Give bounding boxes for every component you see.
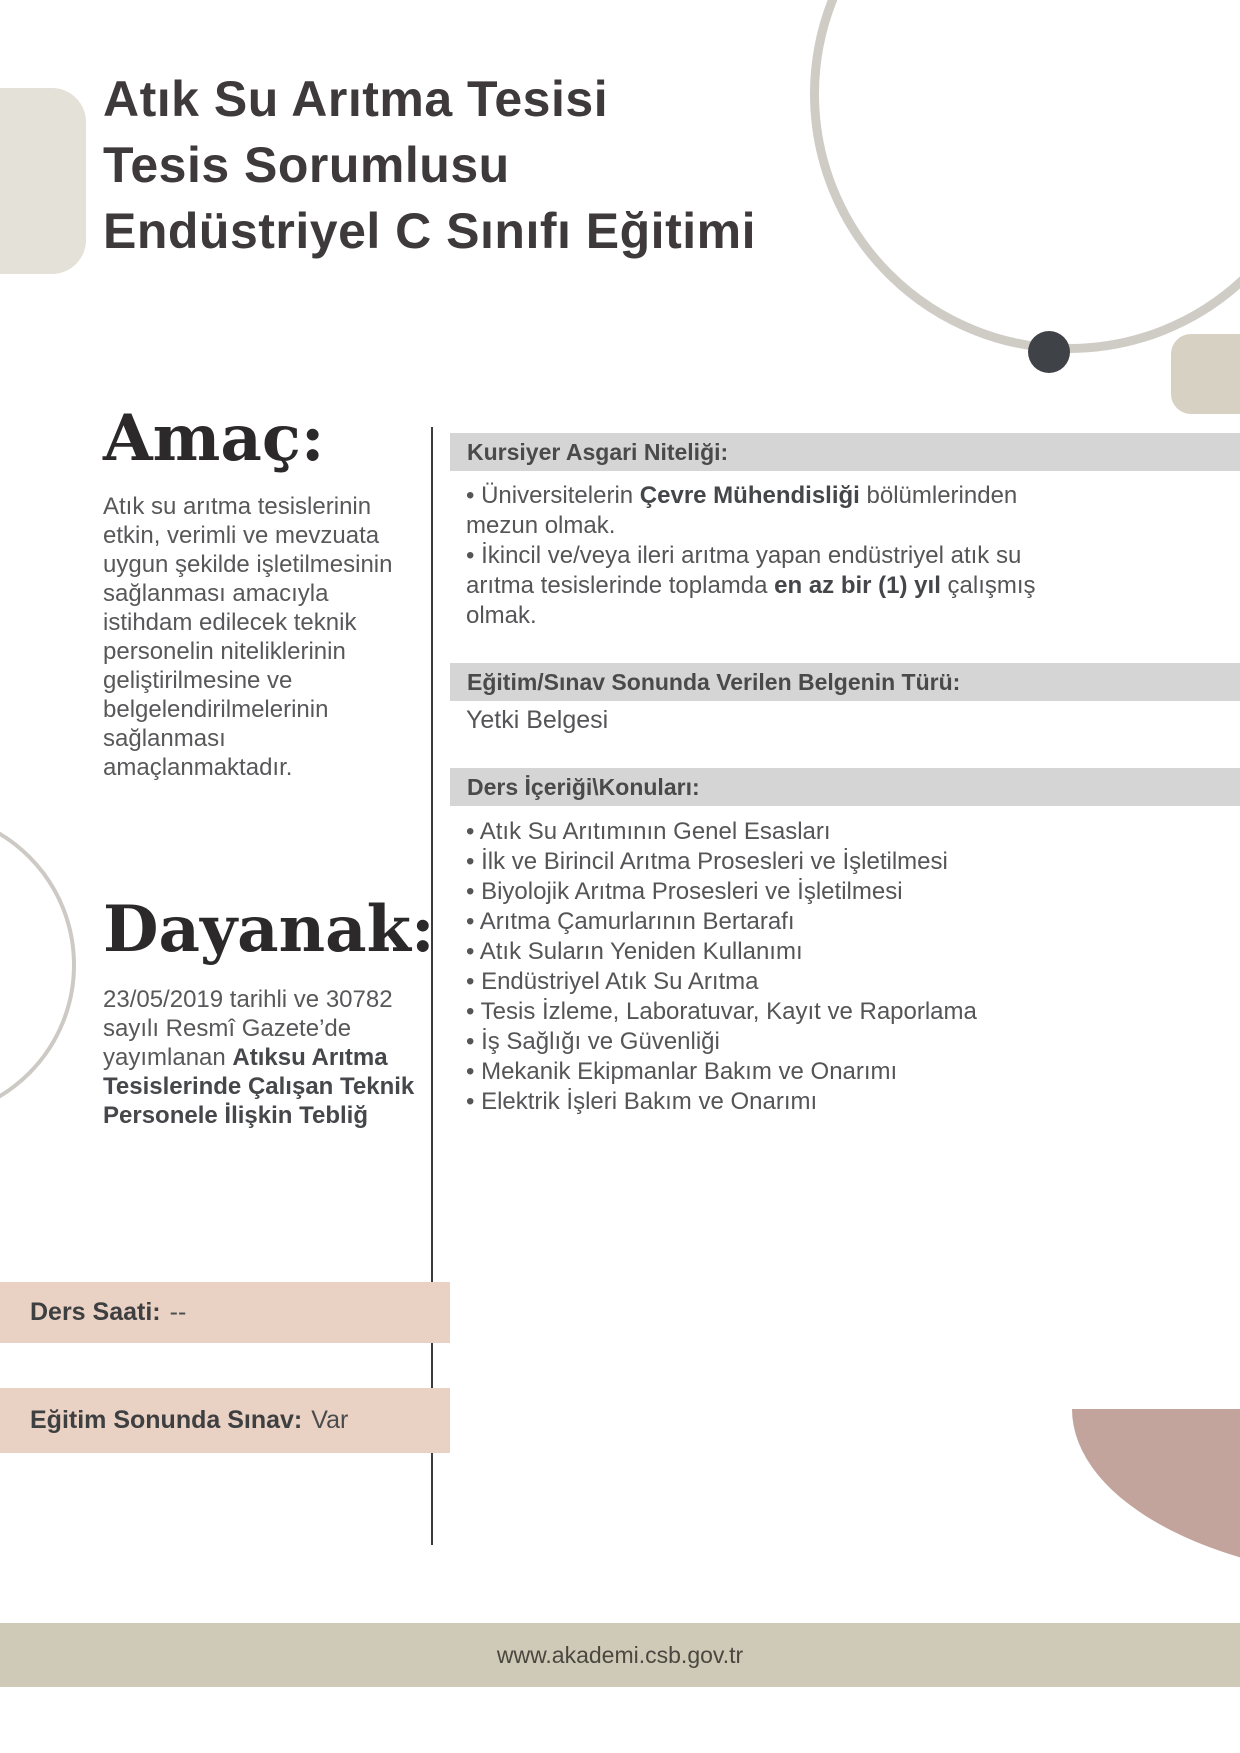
list-item: • İlk ve Birincil Arıtma Prosesleri ve İşletilmesi — [466, 848, 948, 875]
list-item: • Atık Suların Yeniden Kullanımı — [466, 938, 803, 965]
amac-paragraph: Atık su arıtma tesislerinin etkin, verimli ve mevzuata uygun şekilde işletilmesinin sağlanması amacıyla istihdam edilecek teknik personelin niteliklerinin geliştirilmesine ve belgelendirilmelerinin sağlanması amaçlanmaktadır. — [103, 493, 393, 781]
list-item: • Tesis İzleme, Laboratuvar, Kayıt ve Raporlama — [466, 998, 977, 1025]
section-header-ders-icerigi: Ders İçeriği\Konuları: — [450, 768, 1240, 806]
beige-rounded-rect-left — [0, 88, 86, 274]
sinav-label: Eğitim Sonunda Sınav: — [30, 1406, 303, 1434]
ders-saati-bar — [0, 1282, 450, 1343]
title-line-3: Endüstriyel C Sınıfı Eğitimi — [103, 203, 756, 259]
dark-dot — [1028, 331, 1070, 373]
requirement-text: • Üniversitelerin — [466, 482, 640, 509]
list-item: • Arıtma Çamurlarının Bertarafı — [466, 908, 795, 935]
dayanak-regulation-name: Atıksu Arıtma Tesislerinde Çalışan Teknik Personele İlişkin Tebliğ — [103, 1044, 415, 1129]
large-circle-outline — [810, 0, 1240, 353]
sinav-bar — [0, 1388, 450, 1453]
requirement-bold: en az bir (1) yıl — [774, 572, 941, 599]
ders-saati-value: -- — [169, 1298, 187, 1326]
requirement-text: çalışmış olmak. — [466, 572, 1036, 629]
requirement-item — [466, 541, 1056, 631]
requirement-item — [466, 481, 1056, 541]
list-item: • Biyolojik Arıtma Prosesleri ve İşletilmesi — [466, 878, 903, 905]
section-header-kursiyer: Kursiyer Asgari Niteliği: — [450, 433, 1240, 471]
course-topics-list — [466, 817, 1106, 1117]
page-title — [103, 66, 756, 264]
title-line-2: Tesis Sorumlusu — [103, 137, 510, 193]
belge-value: Yetki Belgesi — [466, 706, 609, 734]
kursiyer-requirements — [466, 481, 1056, 631]
list-item: • Endüstriyel Atık Su Arıtma — [466, 968, 759, 995]
left-edge-circle-outline — [0, 810, 76, 1120]
requirement-text: • İkincil ve/veya ileri arıtma yapan endüstriyel atık su arıtma tesislerinde toplamda — [466, 542, 1022, 599]
beige-rounded-square-right — [1171, 334, 1240, 414]
dayanak-paragraph — [103, 985, 421, 1130]
sinav-value: Var — [311, 1406, 349, 1434]
requirement-text: bölümlerinden mezun olmak. — [466, 482, 1018, 539]
section-header-belge: Eğitim/Sınav Sonunda Verilen Belgenin Türü: — [450, 663, 1240, 701]
list-item: • Atık Su Arıtımının Genel Esasları — [466, 818, 831, 845]
footer-bar — [0, 1623, 1240, 1687]
list-item: • İş Sağlığı ve Güvenliği — [466, 1028, 720, 1055]
pink-half-circle — [1072, 1409, 1240, 1581]
requirement-bold: Çevre Mühendisliği — [639, 482, 860, 509]
vertical-divider — [431, 427, 433, 1545]
dayanak-text: 23/05/2019 tarihli ve 30782 sayılı Resmî Gazete’de yayımlanan — [103, 986, 393, 1071]
dayanak-heading: Dayanak: — [103, 892, 435, 967]
title-line-1: Atık Su Arıtma Tesisi — [103, 71, 609, 127]
footer-url: www.akademi.csb.gov.tr — [496, 1642, 744, 1668]
amac-heading: Amaç: — [103, 401, 325, 476]
list-item: • Elektrik İşleri Bakım ve Onarımı — [466, 1088, 818, 1115]
list-item: • Mekanik Ekipmanlar Bakım ve Onarımı — [466, 1058, 898, 1085]
ders-saati-label: Ders Saati: — [30, 1298, 161, 1326]
